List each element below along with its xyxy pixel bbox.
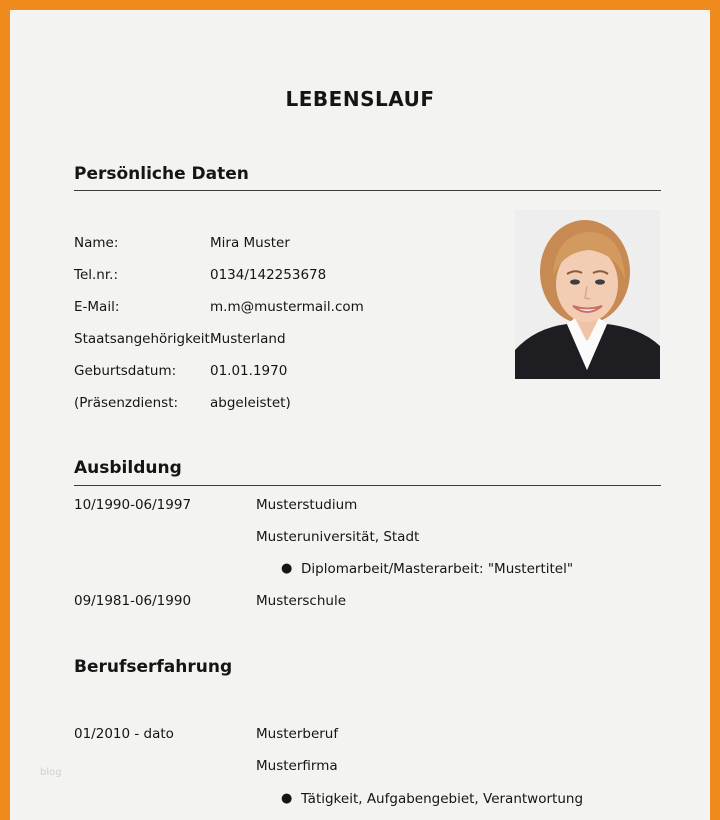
personal-data-rule	[74, 190, 661, 191]
education-rule	[74, 485, 661, 486]
phone-label: Tel.nr.:	[74, 267, 119, 283]
experience-heading: Berufserfahrung	[74, 657, 233, 677]
portrait-photo	[515, 210, 660, 379]
education-period: 10/1990-06/1997	[74, 497, 192, 513]
bullet-icon: ●	[281, 561, 293, 576]
name-value: Mira Muster	[210, 235, 290, 251]
education-title: Musterschule	[256, 593, 347, 609]
email-value: m.m@mustermail.com	[210, 299, 364, 315]
education-subtitle: Musteruniversität, Stadt	[256, 529, 420, 545]
service-label: (Präsenzdienst:	[74, 395, 179, 411]
name-label: Name:	[74, 235, 119, 251]
nationality-label: Staatsangehörigkeit:	[74, 331, 215, 347]
experience-subtitle: Musterfirma	[256, 758, 338, 774]
education-heading: Ausbildung	[74, 458, 182, 478]
birthdate-label: Geburtsdatum:	[74, 363, 177, 379]
personal-data-heading: Persönliche Daten	[74, 164, 249, 184]
experience-title: Musterberuf	[256, 726, 339, 742]
experience-bullet: Tätigkeit, Aufgabengebiet, Verantwortung	[301, 791, 584, 807]
education-title: Musterstudium	[256, 497, 358, 513]
birthdate-value: 01.01.1970	[210, 363, 288, 379]
nationality-value: Musterland	[210, 331, 286, 347]
education-period: 09/1981-06/1990	[74, 593, 192, 609]
email-label: E-Mail:	[74, 299, 120, 315]
portrait-icon	[515, 210, 660, 379]
service-value: abgeleistet)	[210, 395, 291, 411]
watermark: blog	[40, 767, 62, 778]
phone-value: 0134/142253678	[210, 267, 327, 283]
document-title: LEBENSLAUF	[285, 87, 435, 111]
cv-document	[10, 10, 710, 820]
bullet-icon: ●	[281, 791, 293, 806]
education-bullet: Diplomarbeit/Masterarbeit: "Mustertitel"	[301, 561, 574, 577]
experience-period: 01/2010 - dato	[74, 726, 174, 742]
